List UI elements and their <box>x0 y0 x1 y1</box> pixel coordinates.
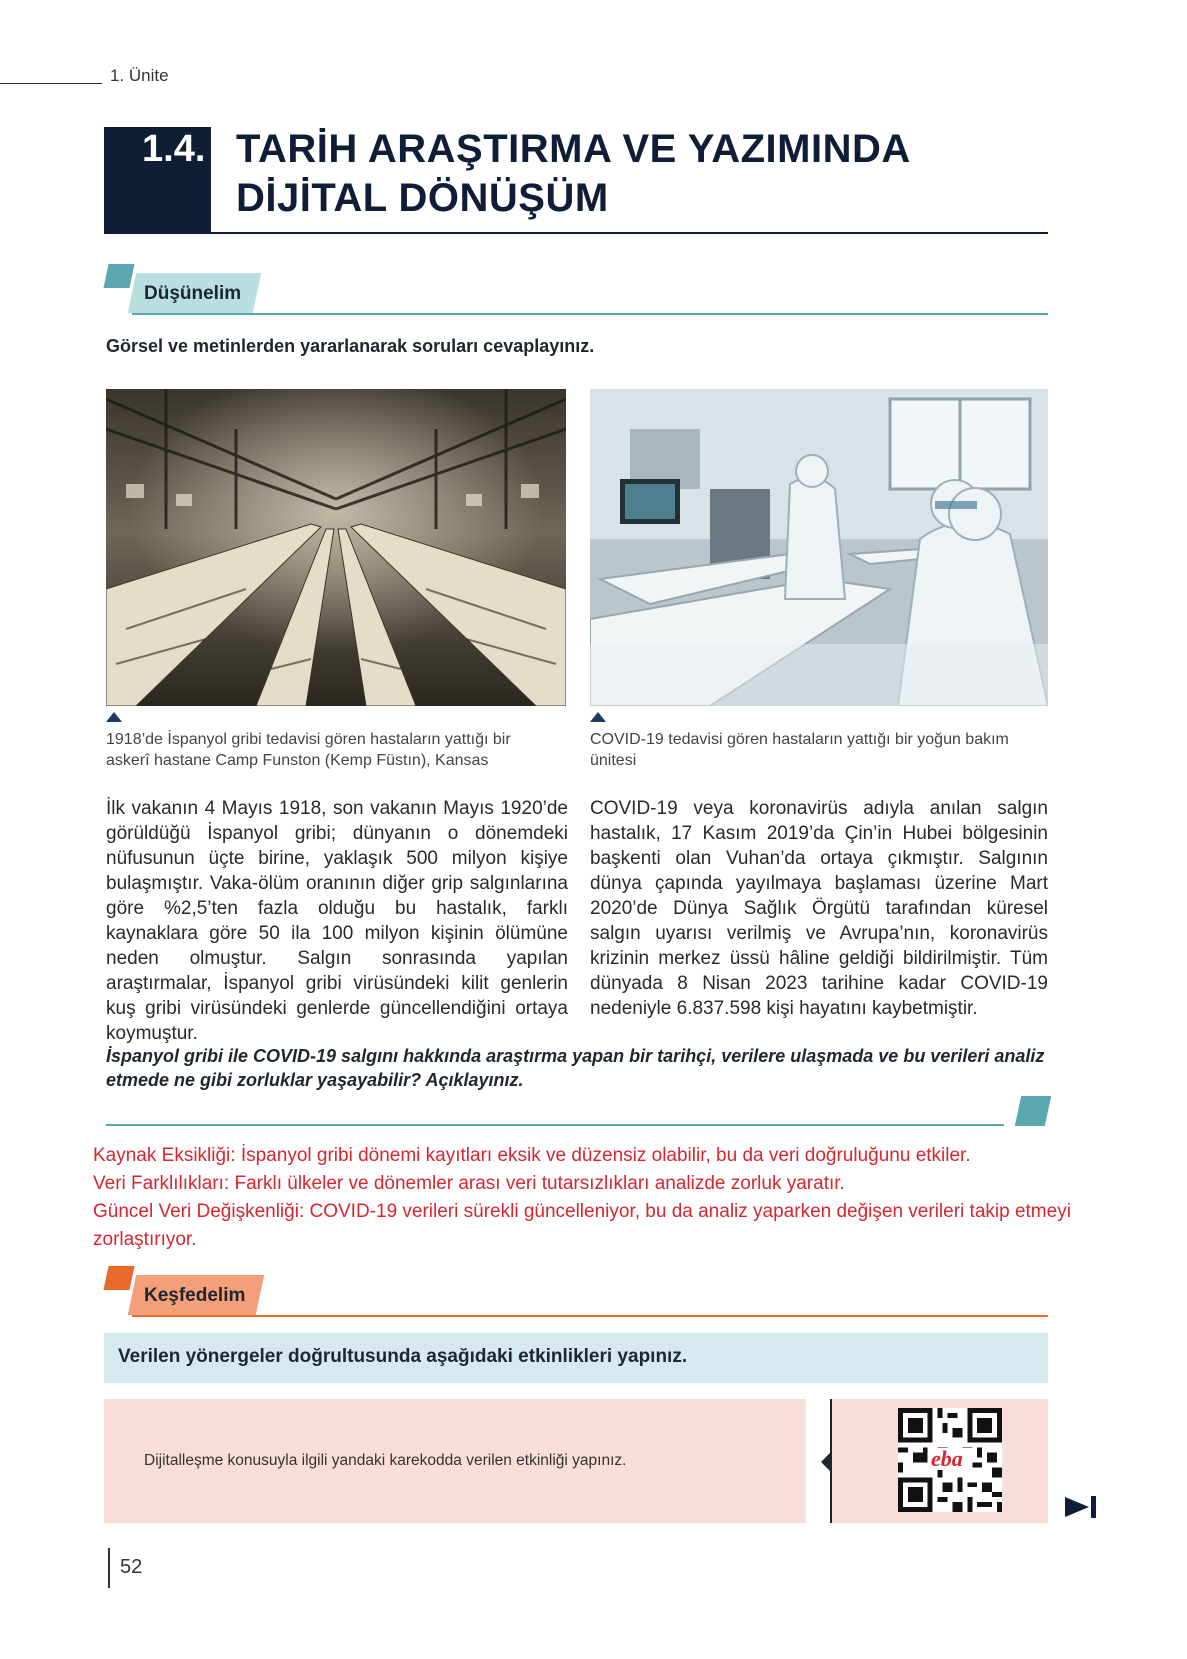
dusunelim-prompt: Görsel ve metinlerden yararlanarak soruları cevaplayınız. <box>106 336 595 356</box>
eba-logo: eba <box>931 1446 963 1471</box>
dusunelim-rule <box>132 313 1048 315</box>
caption-left-line-2: askerî hastane Camp Funston (Kemp Füstın), Kansas <box>106 752 489 769</box>
dusunelim-label: Düşünelim <box>144 283 242 304</box>
question-rule <box>106 1124 1004 1126</box>
caption-right <box>590 729 1050 771</box>
photo-covid-icu <box>590 389 1048 706</box>
kesfedelim-marker <box>103 1266 134 1290</box>
question-text: İspanyol gribi ile COVID-19 salgını hakkında araştırma yapan bir tarihçi, verilere ulaşmada ve bu verileri analiz etmede ne gibi zorluklar yaşayabilir? Açıklayınız. <box>106 1046 1045 1090</box>
spanish-flu-text: İlk vakanın 4 Mayıs 1918, son vakanın Mayıs 1920’de görüldüğü İspanyol gribi; dünyanın o dönemdeki nüfusunun üçte birine, yaklaşık 500 milyon kişiye bulaşmıştır. Vaka-ölüm oranının diğer grip salgınlarına göre %2,5’ten fazla olduğu bu hastalık, farklı kaynaklara göre 50 ila 100 milyon kişinin ölümüne neden olmuştur. Salgın sonrasında yapılan araştırmalar, İspanyol gribi virüsündeki kilit genlerin kuş gribi virüsündeki genlerde güncellendiğini ortaya koymuştur. <box>106 798 568 1044</box>
section-number: 1.4. <box>142 128 206 170</box>
kesfedelim-label: Keşfedelim <box>144 1285 246 1306</box>
section-title-line-1: TARİH ARAŞTIRMA VE YAZIMINDA <box>236 127 911 171</box>
caption-marker-left <box>106 712 122 722</box>
section-title-rule <box>211 232 1048 234</box>
answer-text <box>93 1142 1178 1254</box>
caption-marker-right <box>590 712 606 722</box>
answer-line-3: Güncel Veri Değişkenliği: COVID-19 verileri sürekli güncelleniyor, bu da analiz yaparken değişen verileri takip etmeyi <box>93 1201 1071 1222</box>
activity-pointer-icon <box>821 1453 830 1471</box>
answer-line-4: zorlaştırıyor. <box>93 1229 197 1250</box>
instruction-text: Verilen yönergeler doğrultusunda aşağıdaki etkinlikleri yapınız. <box>118 1346 688 1367</box>
kesfedelim-rule <box>132 1315 1048 1317</box>
unit-rule <box>0 83 102 84</box>
dusunelim-marker <box>103 264 134 288</box>
next-page-icon[interactable] <box>1065 1495 1099 1519</box>
section-title <box>236 125 911 223</box>
answer-line-2: Veri Farklılıkları: Farklı ülkeler ve dönemler arası veri tutarsızlıkları analizde zorluk yaratır. <box>93 1173 845 1194</box>
caption-left <box>106 729 576 771</box>
page-number-rule <box>108 1548 110 1588</box>
eba-qr-code[interactable] <box>898 1408 1002 1512</box>
caption-right-line-2: ünitesi <box>590 752 637 769</box>
caption-right-line-1: COVID-19 tedavisi gören hastaların yattığı bir yoğun bakım <box>590 731 1009 748</box>
activity-text: Dijitalleşme konusuyla ilgili yandaki karekodda verilen etkinliği yapınız. <box>144 1452 627 1469</box>
unit-label: 1. Ünite <box>110 66 169 85</box>
covid-text: COVID-19 veya koronavirüs adıyla anılan salgın hastalık, 17 Kasım 2019’da Çin’in Hubei bölgesinin başkenti olan Vuhan’da ortaya çıkmıştır. Salgının dünya çapında yayılmaya başlaması üzerine Mart 2020’de Dünya Sağlık Örgütü tarafından küresel salgın uyarısı verilmiş ve Avrupa’nın, koronavirüs krizinin merkez üssü hâline geldiği bildirilmiştir. Tüm dünyada 8 Nisan 2023 tarihine kadar COVID-19 nedeniyle 6.837.598 kişi hayatını kaybetmiştir. <box>590 798 1048 1019</box>
photo-spanish-flu-hospital <box>106 389 566 706</box>
caption-left-line-1: 1918’de İspanyol gribi tedavisi gören hastaların yattığı bir <box>106 731 511 748</box>
question-marker <box>1015 1096 1051 1126</box>
page-number: 52 <box>120 1556 143 1578</box>
section-title-line-2: DİJİTAL DÖNÜŞÜM <box>236 176 609 220</box>
answer-line-1: Kaynak Eksikliği: İspanyol gribi dönemi kayıtları eksik ve düzensiz olabilir, bu da veri doğruluğunu etkiler. <box>93 1145 971 1166</box>
